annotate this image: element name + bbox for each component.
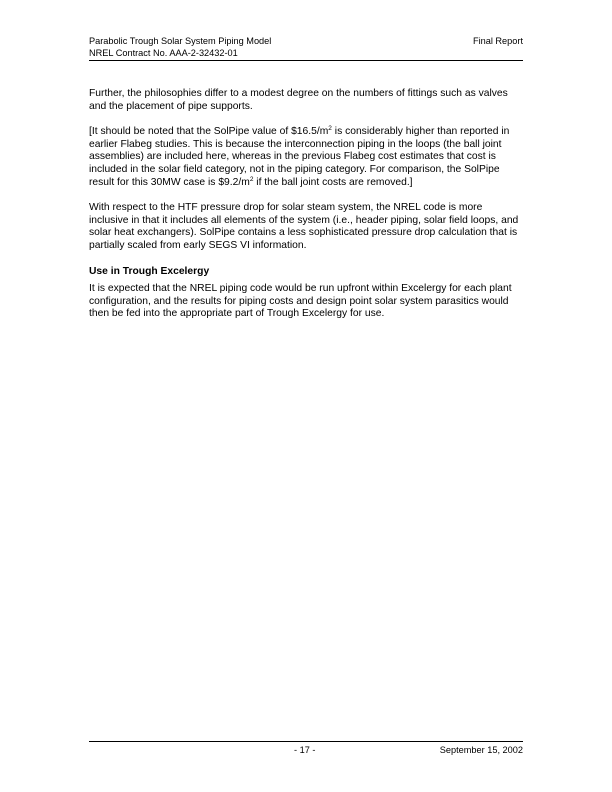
note-text-b: is considerably higher than reported in earlier Flabeg studies. This is because the interconnection piping in the loops (the ball joint assemblies) are included here, whereas in the previous Flabeg cost estimates that cost is included in the solar field category, not in the piping category. For comparison, the SolPipe result for this 30MW case is $9.2/m: [89, 126, 510, 188]
header-report-label: Final Report: [472, 36, 523, 46]
note-text-c: if the ball joint costs are removed.]: [253, 176, 413, 188]
header-title: Parabolic Trough Solar System Piping Model: [89, 36, 272, 46]
paragraph-excelergy: It is expected that the NREL piping code would be run upfront within Excelergy for each plant configuration, and the results for piping costs and design point solar system parasitics would then be fed into the appropriate part of Trough Excelergy for use.: [89, 283, 512, 320]
page-number: - 17 -: [294, 745, 316, 755]
paragraph-solpipe-note: [89, 126, 523, 189]
footer-divider: [89, 741, 523, 742]
note-superscript-1: 2: [328, 125, 332, 133]
paragraph-fittings: Further, the philosophies differ to a modest degree on the numbers of fittings such as valves and the placement of pipe supports.: [89, 88, 508, 112]
section-heading: Use in Trough Excelergy: [89, 265, 210, 277]
note-superscript-2: 2: [249, 175, 254, 183]
header-divider: [89, 60, 523, 61]
footer-date: September 15, 2002: [439, 745, 523, 755]
header-contract: NREL Contract No. AAA-2-32432-01: [89, 47, 238, 58]
page-header: [89, 36, 523, 59]
paragraph-pressure-drop: With respect to the HTF pressure drop for solar steam system, the NREL code is more inclusive in that it includes all elements of the system (i.e., header piping, solar field loops, and solar heat exchangers). SolPipe contains a less sophisticated pressure drop calculation that is partially scaled from early SEGS VI information.: [89, 202, 519, 251]
page-body: [89, 88, 523, 334]
note-text-a: [It should be noted that the SolPipe value of $16.5/m: [89, 126, 329, 138]
